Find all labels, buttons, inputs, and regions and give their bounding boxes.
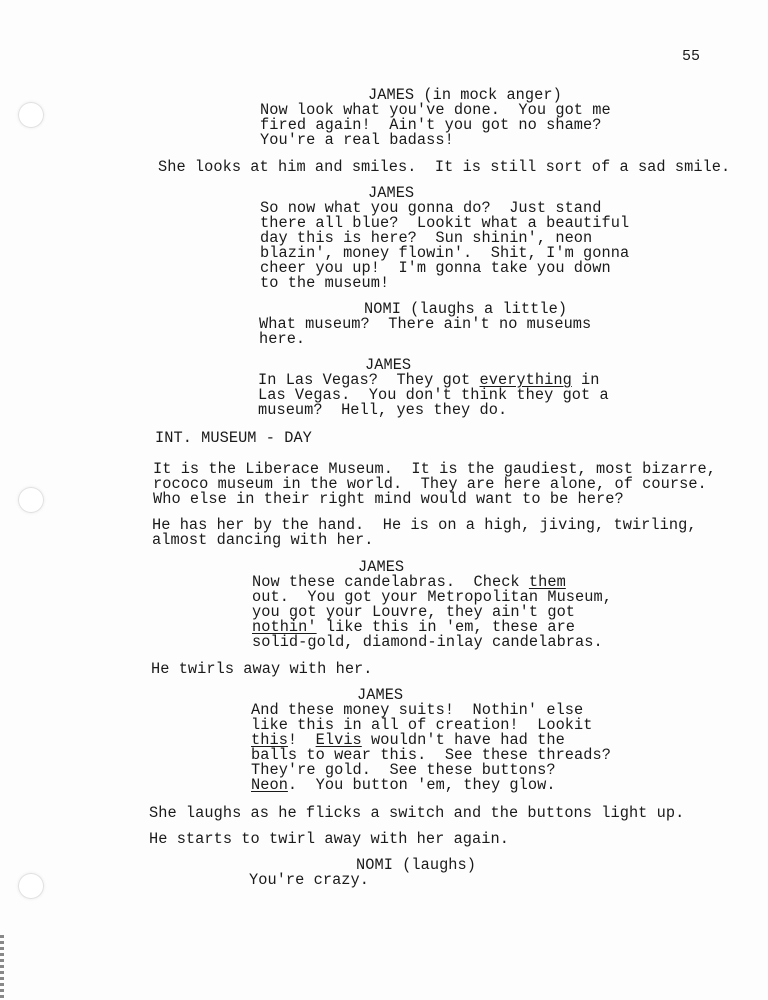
character-cue: JAMES	[368, 184, 415, 202]
dialogue-text: Now these candelabras. Check	[252, 573, 529, 591]
dialogue-text: like this in 'em, these are	[316, 618, 576, 636]
character-cue: JAMES	[358, 558, 405, 576]
dialogue-line	[251, 778, 556, 794]
dialogue-line: They're gold. See these buttons?	[251, 761, 556, 779]
dialogue-text: !	[287, 731, 316, 749]
dialogue-line: blazin', money flowin'. Shit, I'm gonna	[260, 244, 630, 262]
dialogue-text: . You button 'em, they glow.	[287, 776, 556, 794]
dialogue-line: museum? Hell, yes they do.	[258, 401, 508, 419]
character-cue: JAMES	[357, 686, 404, 704]
binder-hole	[18, 102, 44, 128]
page-number: 55	[682, 48, 701, 65]
dialogue-line: here.	[259, 330, 306, 348]
action-line: rococo museum in the world. They are here alone, of course.	[153, 475, 707, 493]
dialogue-line: solid-gold, diamond-inlay candelabras.	[252, 633, 603, 651]
character-cue: JAMES	[365, 356, 412, 374]
dialogue-line: to the museum!	[260, 274, 390, 292]
dialogue-line: You're a real badass!	[260, 131, 454, 149]
emphasis-nothin: nothin'	[252, 618, 317, 636]
scene-heading: INT. MUSEUM - DAY	[155, 429, 312, 447]
dialogue-line: And these money suits! Nothin' else	[251, 701, 584, 719]
emphasis-this: this	[251, 731, 288, 749]
character-cue: NOMI (laughs)	[356, 856, 476, 874]
dialogue-line: there all blue? Lookit what a beautiful	[260, 214, 630, 232]
binder-hole	[18, 487, 44, 513]
dialogue-line: day this is here? Sun shinin', neon	[260, 229, 593, 247]
emphasis-everything: everything	[479, 371, 572, 389]
binder-hole	[18, 873, 44, 899]
dialogue-text: in	[571, 371, 600, 389]
dialogue-line: like this in all of creation! Lookit	[251, 716, 593, 734]
dialogue-text: In Las Vegas? They got	[258, 371, 480, 389]
dialogue-line: cheer you up! I'm gonna take you down	[260, 259, 611, 277]
dialogue-line: balls to wear this. See these threads?	[251, 746, 611, 764]
character-cue: JAMES (in mock anger)	[368, 86, 562, 104]
page-edge-mark	[0, 935, 4, 1000]
character-cue: NOMI (laughs a little)	[364, 300, 568, 318]
dialogue-line: You're crazy.	[249, 871, 369, 889]
action-line: Who else in their right mind would want to be here?	[153, 490, 624, 508]
action-line: She laughs as he flicks a switch and the buttons light up.	[149, 804, 685, 822]
dialogue-line: Now look what you've done. You got me	[260, 101, 611, 119]
dialogue-line: you got your Louvre, they ain't got	[252, 603, 576, 621]
dialogue-line: Las Vegas. You don't think they got a	[258, 386, 609, 404]
dialogue-line: fired again! Ain't you got no shame?	[260, 116, 602, 134]
action-line: It is the Liberace Museum. It is the gaudiest, most bizarre,	[153, 460, 717, 478]
emphasis-elvis: Elvis	[315, 731, 362, 749]
action-line: He starts to twirl away with her again.	[149, 830, 509, 848]
action-line: He twirls away with her.	[151, 660, 373, 678]
dialogue-text: wouldn't have had the	[361, 731, 565, 749]
dialogue-line: out. You got your Metropolitan Museum,	[252, 588, 612, 606]
emphasis-them: them	[528, 573, 566, 591]
action-line: almost dancing with her.	[152, 531, 374, 549]
emphasis-neon: Neon	[251, 776, 288, 794]
action-line: She looks at him and smiles. It is still sort of a sad smile.	[158, 158, 731, 176]
dialogue-line: So now what you gonna do? Just stand	[260, 199, 602, 217]
dialogue-line: What museum? There ain't no museums	[259, 315, 592, 333]
action-line: He has her by the hand. He is on a high, jiving, twirling,	[152, 516, 697, 534]
